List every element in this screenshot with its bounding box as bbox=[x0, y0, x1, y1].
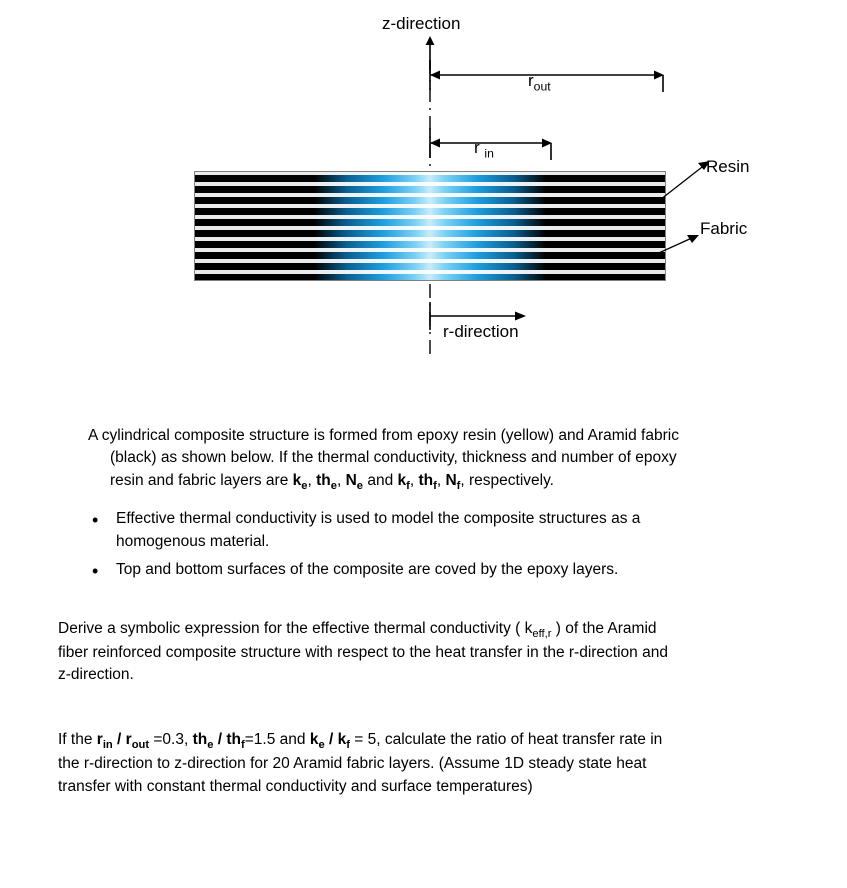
calc-line-2: the r-direction to z-direction for 20 Aramid fabric layers. (Assume 1D steady state heat bbox=[58, 755, 647, 773]
r-out-subscript: out bbox=[533, 79, 551, 94]
r-in-dimension-line bbox=[420, 126, 570, 160]
symbol-the-2: $th_e$ bbox=[192, 730, 214, 751]
r-in-label bbox=[474, 138, 494, 160]
symbol-ke-2: $k_e$ bbox=[309, 730, 325, 751]
r-in-subscript: in bbox=[484, 146, 494, 161]
composite-block bbox=[194, 171, 666, 281]
intro-line-3-prefix: resin and fabric layers are bbox=[110, 471, 293, 489]
r-out-symbol: r bbox=[528, 71, 534, 90]
calc-slash-3: / bbox=[324, 730, 338, 748]
fabric-leader-line bbox=[648, 225, 708, 265]
symbol-thf: $th_f$ bbox=[418, 471, 437, 493]
intro-paragraph bbox=[88, 425, 792, 494]
intro-line-3-suffix: , respectively. bbox=[460, 471, 554, 489]
assumption-list bbox=[0, 508, 847, 581]
r-in-symbol: r bbox=[474, 138, 480, 157]
derive-paragraph bbox=[58, 618, 792, 687]
problem-statement bbox=[0, 425, 847, 798]
calc-value-3: = 5, calculate the ratio of heat transfer rate in bbox=[349, 730, 663, 748]
core-gradient-region bbox=[314, 171, 546, 281]
resin-callout-label: Resin bbox=[706, 157, 750, 176]
r-direction-label: r-direction bbox=[443, 322, 519, 341]
derive-line-3: z-direction. bbox=[58, 666, 134, 684]
fabric-region-left bbox=[194, 171, 314, 281]
fabric-callout-label: Fabric bbox=[700, 219, 748, 238]
symbol-Nf: $N_f$ bbox=[445, 471, 461, 493]
bullet-2-text: Top and bottom surfaces of the composite are coved by the epoxy layers. bbox=[116, 561, 619, 579]
calc-line-3: transfer with constant thermal conductivity and surface temperatures) bbox=[58, 777, 533, 795]
symbol-rout: $r_{out}$ bbox=[125, 730, 150, 751]
r-out-label bbox=[528, 71, 551, 93]
symbol-thf-2: $th_f$ bbox=[226, 730, 245, 751]
composite-structure-diagram bbox=[0, 0, 847, 400]
symbol-kf: $k_f$ bbox=[397, 471, 410, 493]
derive-line-2: fiber reinforced composite structure with respect to the heat transfer in the r-direction and bbox=[58, 643, 668, 661]
derive-suffix: ) of the Aramid bbox=[551, 619, 657, 637]
symbol-the: $th_e$ bbox=[316, 471, 337, 493]
bullet-1-line-2: homogenous material. bbox=[116, 532, 270, 550]
calc-slash-1: / bbox=[112, 730, 126, 748]
intro-line-3: resin and fabric layers are $k_e$, $th_e$, $N_e$ and $k_f$, $th_f$, $N_f$, respectively. bbox=[110, 471, 554, 493]
calc-prefix: If the bbox=[58, 730, 97, 748]
symbol-rin: $r_{in}$ bbox=[96, 730, 113, 751]
symbol-ke: $k_e$ bbox=[292, 471, 308, 493]
calc-value-2: =1.5 and bbox=[244, 730, 310, 748]
list-item bbox=[88, 508, 727, 553]
list-item bbox=[88, 559, 727, 581]
derive-subscript: eff,r bbox=[532, 627, 552, 640]
calc-value-1: =0.3, bbox=[149, 730, 193, 748]
intro-and: and bbox=[363, 471, 398, 489]
symbol-Ne: $N_e$ bbox=[345, 471, 364, 493]
calculation-paragraph bbox=[58, 729, 802, 798]
calc-slash-2: / bbox=[213, 730, 227, 748]
derive-prefix: Derive a symbolic expression for the effective thermal conductivity ( k bbox=[58, 619, 533, 637]
z-direction-label: z-direction bbox=[382, 14, 461, 33]
symbol-kf-2: $k_f$ bbox=[337, 730, 350, 751]
intro-line-2: (black) as shown below. If the thermal conductivity, thickness and number of epoxy bbox=[110, 449, 677, 467]
intro-line-1: A cylindrical composite structure is formed from epoxy resin (yellow) and Aramid fabric bbox=[88, 427, 679, 444]
bullet-1-line-1: Effective thermal conductivity is used to model the composite structures as a bbox=[116, 510, 641, 528]
